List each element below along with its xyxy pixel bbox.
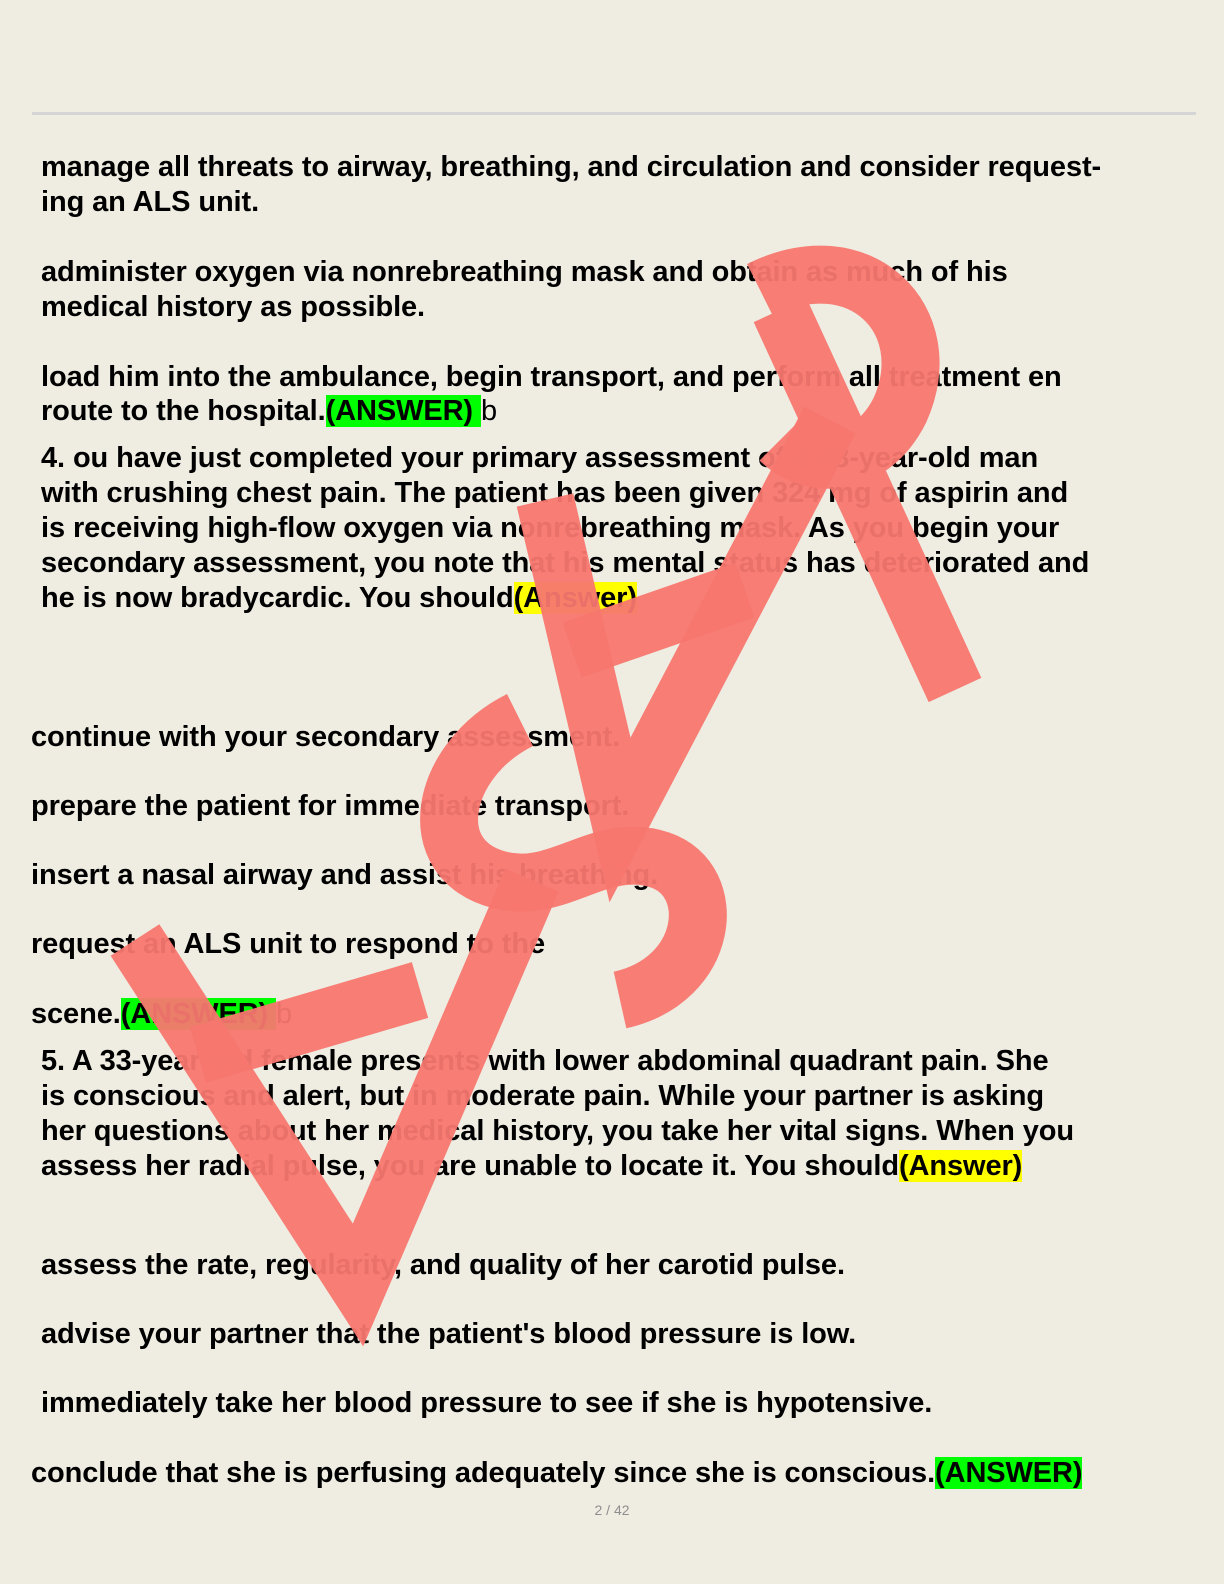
q3-option-c-line-2 bbox=[41, 394, 497, 429]
q4-question-text: he is now bradycardic. You should bbox=[41, 582, 514, 614]
q3-answer-value: b bbox=[480, 395, 497, 427]
q3-option-c-line-1: load him into the ambulance, begin transport, and perform all treatment en bbox=[41, 361, 1062, 393]
q5-option-d bbox=[31, 1456, 1082, 1491]
q3-option-b-line-1: administer oxygen via nonrebreathing mask and obtain as much of his bbox=[41, 256, 1008, 288]
q5-option-d-text: conclude that she is perfusing adequately since she is conscious. bbox=[31, 1457, 936, 1489]
q5-question-line-3: her questions about her medical history, you take her vital signs. When you bbox=[41, 1115, 1074, 1147]
q5-option-a: assess the rate, regularity, and quality of her carotid pulse. bbox=[41, 1249, 845, 1281]
q4-question-line-4: secondary assessment, you note that his mental status has deteriorated and bbox=[41, 547, 1090, 579]
q4-question-line-5 bbox=[41, 581, 637, 616]
q4-question-line-2: with crushing chest pain. The patient has been given 324 mg of aspirin and bbox=[41, 477, 1069, 509]
q5-question-line-4 bbox=[41, 1149, 1022, 1184]
q3-answer-tag: (ANSWER) bbox=[325, 395, 481, 427]
q5-question-line-1: 5. A 33-year-old female presents with lower abdominal quadrant pain. She bbox=[41, 1045, 1049, 1077]
q4-answer-value: b bbox=[276, 998, 293, 1030]
q4-option-d-line-2 bbox=[31, 997, 292, 1032]
q3-option-a-line-2: ing an ALS unit. bbox=[41, 186, 260, 218]
q4-question-tag: (Answer) bbox=[513, 582, 637, 614]
q3-option-c-text: route to the hospital. bbox=[41, 395, 326, 427]
q3-option-b-line-2: medical history as possible. bbox=[41, 291, 426, 323]
q3-option-a-line-1: manage all threats to airway, breathing, and circulation and consider request- bbox=[41, 151, 1102, 183]
q4-option-d-text: scene. bbox=[31, 998, 121, 1030]
q4-question-line-3: is receiving high-flow oxygen via nonrebreathing mask. As you begin your bbox=[41, 512, 1060, 544]
q4-option-a: continue with your secondary assessment. bbox=[31, 721, 621, 753]
q5-answer-tag: (ANSWER) bbox=[935, 1457, 1083, 1489]
q4-option-d-line-1: request an ALS unit to respond to the bbox=[31, 928, 546, 960]
q5-question-line-2: is conscious and alert, but in moderate pain. While your partner is asking bbox=[41, 1080, 1044, 1112]
q5-question-text: assess her radial pulse, you are unable to locate it. You should bbox=[41, 1150, 899, 1182]
q5-question-tag: (Answer) bbox=[898, 1150, 1023, 1182]
q4-question-line-1: 4. ou have just completed your primary assessment of a 48-year-old man bbox=[41, 442, 1039, 474]
q5-option-c: immediately take her blood pressure to see if she is hypotensive. bbox=[41, 1387, 933, 1419]
q4-option-c: insert a nasal airway and assist his breathing. bbox=[31, 859, 659, 891]
header-divider bbox=[32, 112, 1196, 115]
q5-option-b: advise your partner that the patient's blood pressure is low. bbox=[41, 1318, 857, 1350]
q4-option-b: prepare the patient for immediate transport. bbox=[31, 790, 630, 822]
page-number: 2 / 42 bbox=[594, 1502, 630, 1518]
q4-answer-tag: (ANSWER) bbox=[120, 998, 277, 1030]
